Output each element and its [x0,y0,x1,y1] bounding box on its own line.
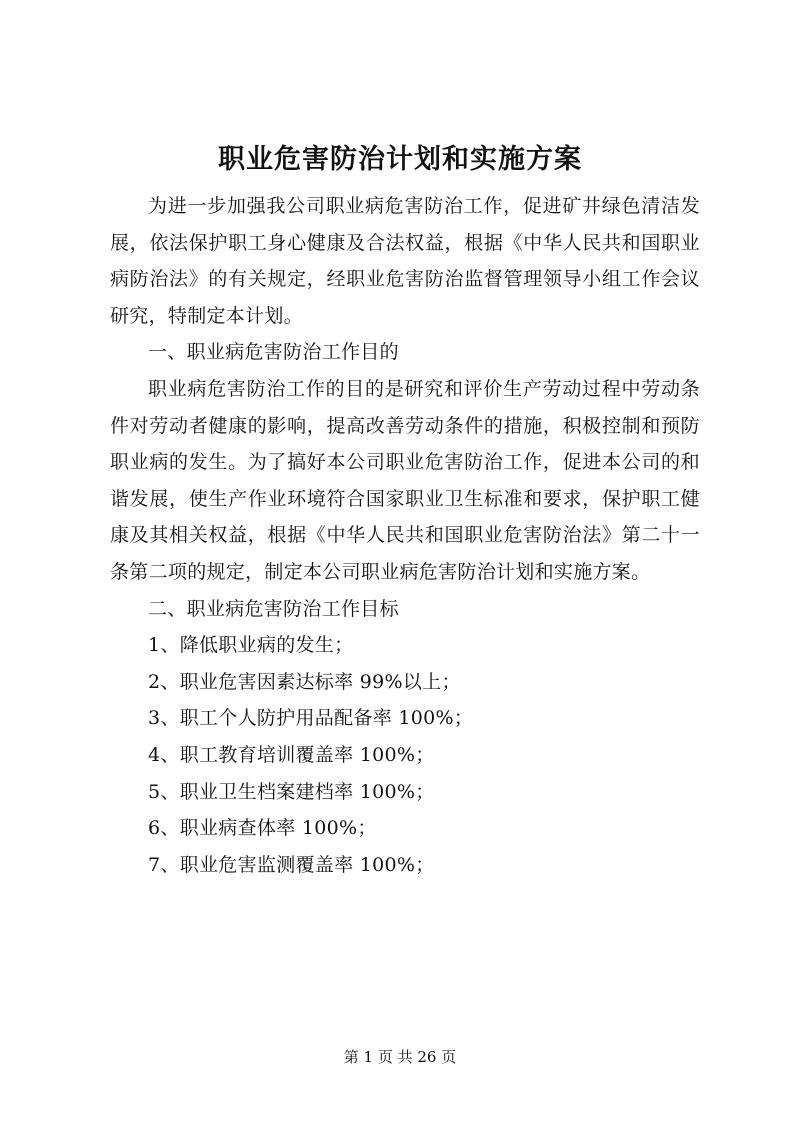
list-item: 7、职业危害监测覆盖率 100%； [148,853,435,876]
document-body [110,188,700,883]
section-1-paragraph: 职业病危害防治工作的目的是研究和评价生产劳动过程中劳动条件对劳动者健康的影响，提高改善劳动条件的措施，积极控制和预防职业病的发生。为了搞好本公司职业危害防治工作，促进本公司的和谐发展，使生产作业环境符合国家职业卫生标准和要求，保护职工健康及其相关权益，根据《中华人民共和国职业危害防治法》第二十一条第二项的规定，制定本公司职业病危害防治计划和实施方案。 [110,377,700,583]
goals-list [110,627,700,883]
list-item: 5、职业卫生档案建档率 100%； [148,780,435,803]
intro-paragraph: 为进一步加强我公司职业病危害防治工作，促进矿井绿色清洁发展，依法保护职工身心健康及合法权益，根据《中华人民共和国职业病防治法》的有关规定，经职业危害防治监督管理领导小组工作会议研究，特制定本计划。 [110,195,700,327]
section-2-heading: 二、职业病危害防治工作目标 [148,597,399,620]
list-item: 2、职业危害因素达标率 99%以上； [148,670,461,693]
list-item: 1、降低职业病的发生； [148,634,354,657]
list-item: 4、职工教育培训覆盖率 100%； [148,743,435,766]
document-title: 职业危害防治计划和实施方案 [218,144,582,175]
list-item: 3、职工个人防护用品配备率 100%； [148,707,474,730]
section-1-heading: 一、职业病危害防治工作目的 [148,341,399,364]
page-number-footer: 第 1 页 共 26 页 [343,1048,457,1066]
list-item: 6、职业病查体率 100%； [148,817,377,840]
